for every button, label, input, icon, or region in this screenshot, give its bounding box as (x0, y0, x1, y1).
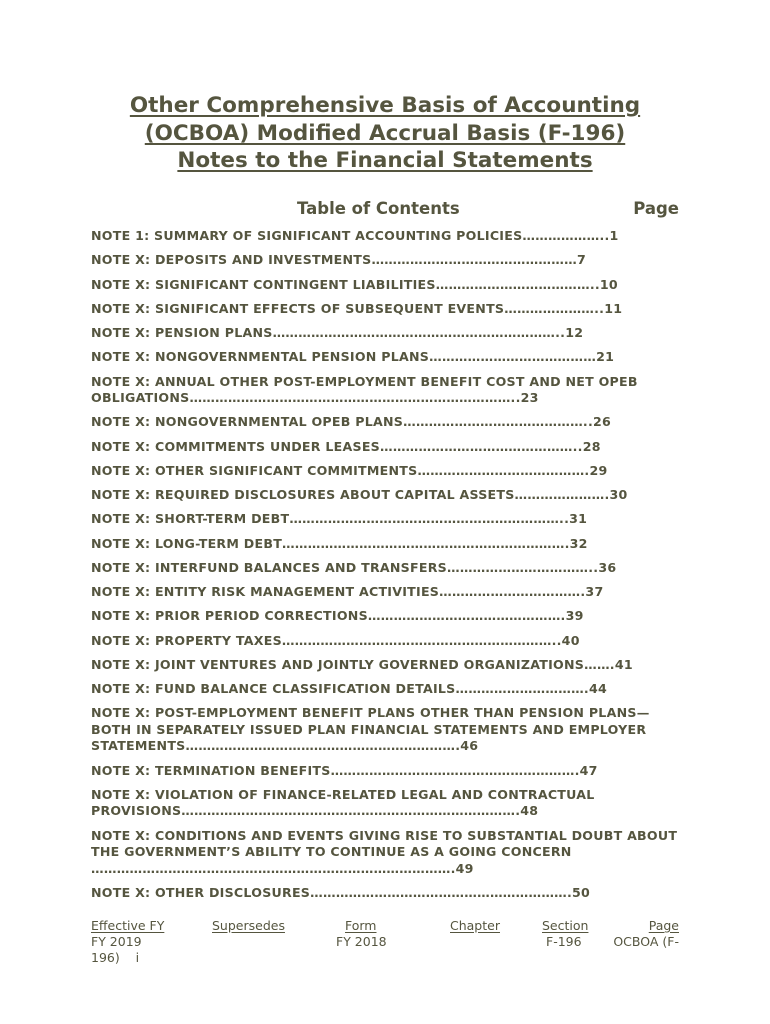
toc-header (91, 199, 679, 221)
table-of-contents (91, 228, 682, 909)
toc-entry-note-1[interactable]: NOTE 1: SUMMARY OF SIGNIFICANT ACCOUNTING POLICIES………………..1 (91, 228, 619, 243)
toc-entry-deposits-investments[interactable]: NOTE X: DEPOSITS AND INVESTMENTS…………………………………………7 (91, 252, 586, 268)
toc-entry-short-term-debt[interactable]: NOTE X: SHORT-TERM DEBT………………………………………………………..31 (91, 511, 588, 527)
toc-entry-property-taxes[interactable]: NOTE X: PROPERTY TAXES………………………………………………………..40 (91, 632, 580, 648)
footer-effective-label: Effective FY (91, 918, 165, 933)
footer-section-label: Section (542, 918, 589, 933)
toc-entry-pension-plans[interactable]: NOTE X: PENSION PLANS…………………………………………………………..12 (91, 325, 584, 340)
toc-entry-risk-management[interactable]: NOTE X: ENTITY RISK MANAGEMENT ACTIVITIES…………………………….37 (91, 584, 604, 599)
toc-entry-going-concern[interactable]: NOTE X: CONDITIONS AND EVENTS GIVING RISE TO SUBSTANTIAL DOUBT ABOUT THE GOVERNMENT’S ABILITY TO CONTINUE AS A GOING CONCERN ………………………………………………………………………….49 (91, 827, 682, 876)
footer-supersedes-label: Supersedes (212, 918, 285, 933)
toc-entry-prior-period[interactable]: NOTE X: PRIOR PERIOD CORRECTIONS……………………………………….39 (91, 608, 584, 624)
footer-form-value: FY 2018 (336, 934, 387, 949)
footer-section-value: F-196 (546, 934, 582, 949)
footer-page-label: Page (648, 918, 679, 933)
toc-entry-interfund[interactable]: NOTE X: INTERFUND BALANCES AND TRANSFERS……………………………..36 (91, 559, 617, 575)
title-line-1: Other Comprehensive Basis of Accounting (129, 93, 641, 118)
toc-entry-other-disclosures[interactable]: NOTE X: OTHER DISCLOSURES…………………………………………………….50 (91, 884, 591, 900)
toc-page-heading: Page (633, 199, 679, 218)
footer-form-label: Form (345, 918, 377, 933)
footer-page-value: OCBOA (F- (613, 934, 679, 949)
toc-entry-leases[interactable]: NOTE X: COMMITMENTS UNDER LEASES………………………………………..28 (91, 438, 601, 454)
toc-entry-subsequent-events[interactable]: NOTE X: SIGNIFICANT EFFECTS OF SUBSEQUENT EVENTS…………………..11 (91, 300, 623, 316)
toc-entry-termination-benefits[interactable]: NOTE X: TERMINATION BENEFITS………………………………………………….47 (91, 762, 598, 778)
footer-page-continuation: 196) i (91, 950, 140, 965)
toc-heading: Table of Contents (297, 199, 460, 218)
toc-entry-other-commitments[interactable]: NOTE X: OTHER SIGNIFICANT COMMITMENTS………………………………….29 (91, 462, 608, 478)
toc-entry-nongovernmental-pension[interactable]: NOTE X: NONGOVERNMENTAL PENSION PLANS…………………………………21 (91, 349, 615, 365)
footer-chapter-label: Chapter (450, 918, 500, 933)
toc-entry-capital-assets[interactable]: NOTE X: REQUIRED DISCLOSURES ABOUT CAPITAL ASSETS………………….30 (91, 487, 628, 502)
toc-entry-post-employment[interactable]: NOTE X: POST-EMPLOYMENT BENEFIT PLANS OTHER THAN PENSION PLANS—BOTH IN SEPARATELY ISSUED PLAN FINANCIAL STATEMENTS AND EMPLOYER STATEMENTS……………………………………………………….46 (91, 705, 651, 754)
title-line-2: (OCBOA) Modified Accrual Basis (F-196) (144, 120, 626, 146)
document-title (60, 92, 710, 175)
toc-entry-fund-balance[interactable]: NOTE X: FUND BALANCE CLASSIFICATION DETAILS………………………….44 (91, 681, 607, 696)
toc-entry-contingent-liabilities[interactable]: NOTE X: SIGNIFICANT CONTINGENT LIABILITIES………………………………..10 (91, 276, 618, 292)
title-line-3: Notes to the Financial Statements (177, 148, 593, 173)
toc-entry-violation[interactable]: NOTE X: VIOLATION OF FINANCE-RELATED LEGAL AND CONTRACTUAL PROVISIONS…………………………………………………………………….48 (91, 786, 600, 819)
toc-entry-long-term-debt[interactable]: NOTE X: LONG-TERM DEBT………………………………………………………….32 (91, 535, 588, 551)
footer-effective-value: FY 2019 (91, 934, 142, 949)
toc-entry-nongovernmental-opeb[interactable]: NOTE X: NONGOVERNMENTAL OPEB PLANS……………………………………..26 (91, 414, 612, 430)
toc-entry-opeb-cost[interactable]: NOTE X: ANNUAL OTHER POST-EMPLOYMENT BENEFIT COST AND NET OPEB OBLIGATIONS…………………………………………………………………..23 (91, 373, 643, 405)
toc-entry-joint-ventures[interactable]: NOTE X: JOINT VENTURES AND JOINTLY GOVERNED ORGANIZATIONS…….41 (91, 656, 633, 672)
